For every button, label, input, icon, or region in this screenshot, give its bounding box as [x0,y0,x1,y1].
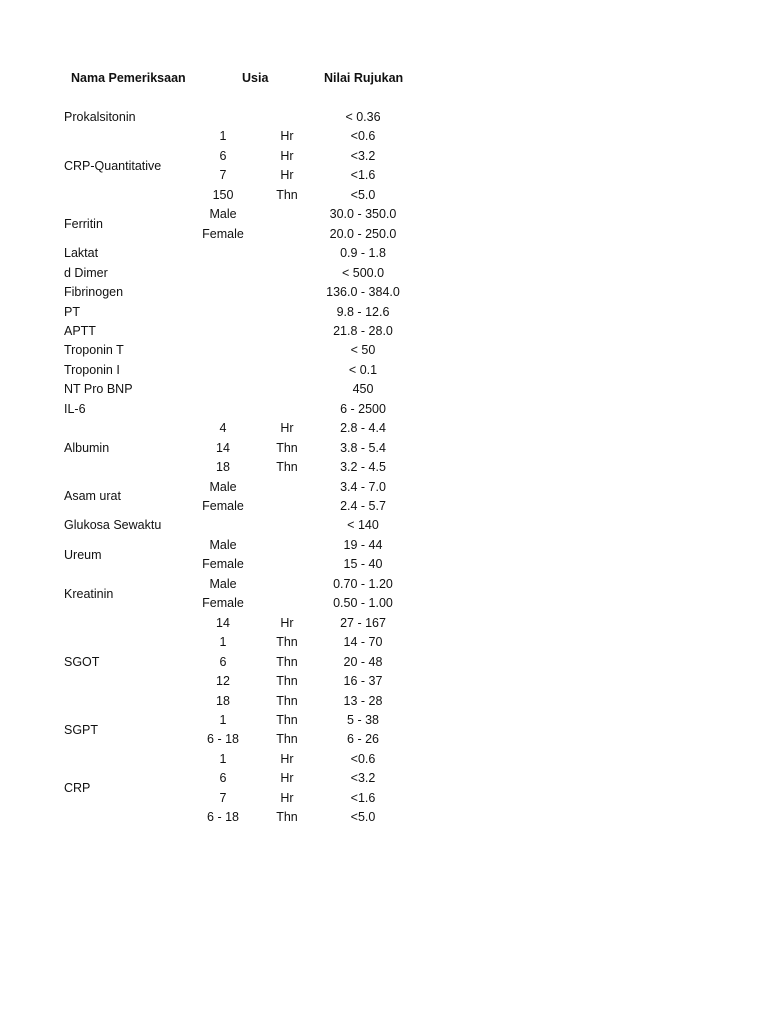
reference-value-cell: 0.9 - 1.8 [340,246,386,261]
reference-value-cell: 20.0 - 250.0 [329,226,397,241]
reference-value-cell: 16 - 37 [343,674,383,689]
age-cell: 6 [219,148,227,163]
reference-value-cell: <5.0 [350,810,376,825]
reference-value-cell: <3.2 [350,771,376,786]
reference-value-cell: 30.0 - 350.0 [329,207,397,222]
reference-value-cell: 6 - 2500 [340,401,386,416]
header-nama-pemeriksaan: Nama Pemeriksaan [71,71,186,85]
test-name: CRP [64,781,91,796]
reference-value-cell: 6 - 26 [347,732,379,747]
reference-value-cell: 9.8 - 12.6 [336,304,390,319]
age-cell: 6 [219,654,227,669]
age-cell: 1 [219,751,227,766]
unit-cell: Hr [280,129,294,144]
unit-cell: Thn [276,810,298,825]
unit-cell: Thn [276,674,298,689]
reference-value-cell: 20 - 48 [343,654,383,669]
test-name: Albumin [64,440,110,455]
age-cell: 1 [219,635,227,650]
unit-cell: Thn [276,187,298,202]
test-name: APTT [64,323,96,338]
reference-value-cell: 3.2 - 4.5 [340,460,386,475]
unit-cell: Thn [276,440,298,455]
reference-value-cell: < 0.36 [345,110,381,124]
test-name: Prokalsitonin [64,110,136,124]
age-cell: 12 [216,674,230,689]
age-cell: 7 [219,168,227,183]
test-name: CRP-Quantitative [64,158,162,173]
header-usia: Usia [242,71,269,85]
age-cell: Female [202,499,244,513]
age-cell: 150 [212,187,234,202]
unit-cell: Hr [280,421,294,436]
age-cell: 1 [219,129,227,144]
unit-cell: Hr [280,168,294,183]
age-cell: 18 [216,693,230,708]
reference-value-cell: 3.8 - 5.4 [340,440,386,455]
test-name: Glukosa Sewaktu [64,518,162,533]
reference-value-cell: 15 - 40 [343,557,383,572]
test-name: NT Pro BNP [64,382,133,397]
reference-value-cell: 136.0 - 384.0 [326,285,400,300]
reference-value-cell: 5 - 38 [347,712,379,727]
reference-value-cell: 21.8 - 28.0 [333,323,393,338]
test-name: Fibrinogen [64,285,124,300]
reference-value-cell: <1.6 [350,168,376,183]
reference-value-cell: < 500.0 [341,265,385,280]
unit-cell: Hr [280,615,294,630]
unit-cell: Hr [280,771,294,786]
age-cell: 4 [219,421,227,436]
unit-cell: Thn [276,635,298,650]
reference-value-cell: <1.6 [350,790,376,805]
reference-value-cell: 27 - 167 [340,615,386,630]
age-cell: 1 [219,712,227,727]
reference-value-cell: < 140 [347,518,379,533]
reference-value-cell: 2.8 - 4.4 [340,421,386,436]
age-cell: Female [202,596,244,611]
test-name: Kreatinin [64,586,114,601]
reference-value-cell: <0.6 [350,129,376,144]
age-cell: Male [209,537,237,552]
test-name: d Dimer [64,265,108,280]
reference-value-cell: 450 [352,382,374,397]
test-name: Asam urat [64,489,121,504]
reference-value-cell: < 0.1 [348,362,378,377]
reference-value-cell: 3.4 - 7.0 [340,479,386,494]
test-name: SGOT [64,654,100,669]
age-cell: 6 - 18 [207,732,239,747]
age-cell: Female [202,557,244,572]
reference-value-cell: 14 - 70 [343,635,383,650]
unit-cell: Thn [276,732,298,747]
test-name: Ferritin [64,216,103,231]
reference-value-cell: <5.0 [350,187,376,202]
age-cell: Male [209,479,237,494]
age-cell: Male [209,576,237,591]
unit-cell: Thn [276,460,298,475]
reference-value-cell: 13 - 28 [343,693,383,708]
age-cell: 6 [219,771,227,786]
test-name: PT [64,304,80,319]
test-name: Troponin I [64,362,120,377]
header-nilai-rujukan: Nilai Rujukan [324,71,404,85]
age-cell: 14 [216,440,230,455]
unit-cell: Hr [280,148,294,163]
test-name: SGPT [64,722,99,737]
unit-cell: Thn [276,693,298,708]
reference-value-cell: < 50 [350,343,376,358]
reference-value-cell: 2.4 - 5.7 [340,499,386,513]
unit-cell: Hr [280,790,294,805]
reference-value-cell: <0.6 [350,751,376,766]
age-cell: 18 [216,460,230,475]
unit-cell: Thn [276,654,298,669]
age-cell: Female [202,226,244,241]
unit-cell: Thn [276,712,298,727]
reference-value-cell: <3.2 [350,148,376,163]
reference-value-cell: 19 - 44 [343,537,383,552]
unit-cell: Hr [280,751,294,766]
age-cell: 6 - 18 [207,810,239,825]
test-name: Ureum [64,547,102,562]
age-cell: Male [209,207,237,222]
test-name: Laktat [64,246,99,261]
reference-value-cell: 0.70 - 1.20 [333,576,393,591]
test-name: IL-6 [64,401,86,416]
test-name: Troponin T [64,343,124,358]
age-cell: 7 [219,790,227,805]
reference-value-cell: 0.50 - 1.00 [333,596,393,611]
age-cell: 14 [216,615,230,630]
